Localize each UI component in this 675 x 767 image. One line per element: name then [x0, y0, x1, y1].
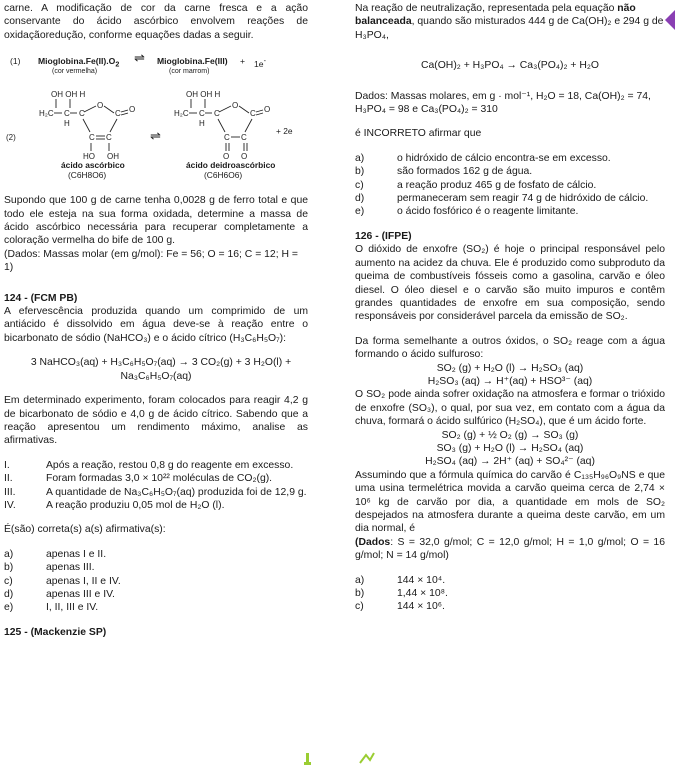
option-item[interactable]: [355, 574, 665, 587]
option-letter: e): [355, 206, 365, 218]
q125-options: [355, 152, 665, 219]
option-text: apenas I e II.: [46, 548, 107, 560]
option-item[interactable]: [355, 179, 665, 192]
svg-text:H₂C: H₂C: [174, 109, 189, 119]
statement-item: [4, 472, 308, 485]
q126-text2: Da forma semelhante a outros óxidos, o SO₂ reage com a água formando o ácido sulfuroso:: [355, 335, 665, 361]
option-letter: b): [355, 588, 365, 600]
leaf-decoration-icon: [300, 751, 380, 765]
option-letter: e): [4, 602, 14, 614]
svg-text:C: C: [250, 109, 256, 119]
option-text: permaneceram sem reagir 74 g de hidróxido de cálcio.: [397, 193, 649, 205]
option-letter: a): [355, 574, 365, 586]
option-item[interactable]: [355, 165, 665, 178]
q125-equation: Ca(OH)₂ + H₃PO₄ → Ca₃(PO₄)₂ + H₂O: [420, 60, 599, 72]
option-item[interactable]: [355, 205, 665, 218]
q124-text2: Em determinado experimento, foram colocados para reagir 4,2 g de bicarbonato de sódio e 4,0 g de ácido cítrico. Sabendo que a reação apresentou um rendimento máximo, analise as afirmativas.: [4, 395, 308, 447]
dehydroascorbic-acid-label: ácido deidroascórbico: [186, 160, 276, 171]
q124-options: [4, 548, 308, 615]
option-text: a reação produz 465 g de fosfato de cálcio.: [397, 179, 597, 191]
q126-data-label: (Dados: [355, 536, 391, 548]
q126-eq-a: SO₂ (g) + H₂O (l) → H₂SO₃ (aq): [436, 362, 584, 374]
q124-prompt: É(são) correta(s) a(s) afirmativa(s):: [4, 524, 166, 536]
svg-text:C: C: [241, 133, 247, 143]
question-text: Supondo que 100 g de carne tenha 0,0028 g de ferro total e que todo ele esteja na sua forma oxidada, determine a massa de ácido ascórbico necessária para recuperar completamente a coloração vermelha do bife de 100 g.: [4, 195, 308, 247]
option-letter: d): [355, 193, 365, 205]
reactant-subscript: 2: [115, 60, 120, 69]
svg-text:H₂C: H₂C: [39, 109, 54, 119]
q126-data-text: : S = 32,0 g/mol; C = 12,0 g/mol; H = 1,0 g/mol; O = 16 g/mol; N = 14 g/mol): [355, 536, 665, 562]
equilibrium-arrow-icon: ⇌: [134, 50, 145, 66]
q124-statements: [4, 459, 308, 513]
q125-text-post: , quando são misturados 444 g de Ca(OH)₂ e 294 g de H₃PO₄,: [355, 16, 664, 41]
svg-text:O: O: [264, 105, 271, 115]
equation-1-number: (1): [10, 56, 21, 67]
q126-eq-e: H₂SO₄ (aq) → 2H⁺ (aq) + SO₄²⁻ (aq): [425, 456, 595, 468]
svg-text:C: C: [106, 133, 112, 143]
statement-item: [4, 486, 308, 499]
electron-sign: -: [263, 57, 266, 66]
q126-eq-d: SO₃ (g) + H₂O (l) → H₂SO₄ (aq): [436, 442, 584, 454]
svg-text:C: C: [79, 109, 85, 119]
option-letter: d): [4, 588, 14, 600]
option-item[interactable]: [4, 575, 308, 588]
reactant-text: Mioglobina.Fe(II).O: [38, 56, 116, 67]
svg-text:C: C: [224, 133, 230, 143]
q126-text1: O dióxido de enxofre (SO₂) é hoje o principal responsável pelo aumento na acidez da chuva. Ele é produzido como subproduto da queima de combustíveis fósseis como a gasolina, carvão e óleo diesel. O óleo diesel e o carvão são muito impuros e contêm grandes quantidades de enxofre em sua composição, sendo responsáveis por considerável parcela da emissão de SO₂.: [355, 244, 665, 323]
left-column: [4, 2, 308, 639]
option-text: apenas III e IV.: [46, 588, 115, 600]
option-text: são formados 162 g de água.: [397, 166, 533, 178]
option-text: apenas I, II e IV.: [46, 575, 121, 587]
svg-text:C: C: [115, 109, 121, 119]
svg-text:O: O: [129, 105, 136, 115]
statement-number: II.: [4, 473, 13, 485]
option-text: o hidróxido de cálcio encontra-se em excesso.: [397, 152, 611, 164]
plus-2e: + 2e: [276, 126, 293, 137]
svg-text:O: O: [241, 152, 248, 162]
option-letter: b): [4, 562, 14, 574]
q125-prompt: é INCORRETO afirmar que: [355, 128, 482, 140]
svg-text:C: C: [89, 133, 95, 143]
equation-1: [4, 50, 308, 82]
svg-text:C: C: [214, 109, 220, 119]
plus-sign: +: [240, 56, 246, 67]
electron-text: 1e: [254, 59, 264, 70]
q124-header: 124 - (FCM PB): [4, 292, 78, 304]
q126-text4: Assumindo que a fórmula química do carvão é C₁₃₅H₉₆O₉NS e que uma usina termelétrica movida a carvão queima cerca de 2,74 × 10⁶ kg de carvão por dia, a quantidade em mols de SO₂ despejados na atmosfera durante a queima deste carvão, em um dia normal, é: [355, 469, 665, 535]
statement-item: [4, 499, 308, 512]
statement-text: Após a reação, restou 0,8 g do reagente em excesso.: [46, 459, 294, 471]
svg-text:O: O: [97, 101, 104, 111]
q125-text-bold: não balanceada: [355, 3, 636, 28]
svg-text:OH OH H: OH OH H: [51, 90, 86, 100]
question-data: (Dados: Massas molar (em g/mol): Fe = 56; O = 16; C = 12; H = 1): [4, 248, 298, 274]
option-letter: a): [4, 548, 14, 560]
svg-text:C: C: [64, 109, 70, 119]
statement-text: A reação produziu 0,05 mol de H₂O (l).: [46, 499, 225, 511]
option-item[interactable]: [4, 588, 308, 601]
q126-eq-b: H₂SO₃ (aq) → H⁺(aq) + HSO³⁻ (aq): [427, 375, 593, 387]
right-column: [355, 2, 665, 614]
option-item[interactable]: [355, 192, 665, 205]
svg-text:O: O: [223, 152, 230, 162]
statement-text: Foram formadas 3,0 × 10²² moléculas de CO₂(g).: [46, 473, 273, 485]
myoglobin-fe3: Mioglobina.Fe(III): [157, 56, 228, 67]
svg-text:⇌: ⇌: [150, 128, 161, 144]
statement-number: IV.: [4, 499, 16, 511]
equation-2-structures: [4, 88, 308, 180]
svg-text:O: O: [232, 101, 239, 111]
reactant-note: (cor vermelha): [52, 68, 98, 76]
intro-text: carne. A modificação de cor da carne fresca e a ação conservante do ácido ascórbico envolvem reações de oxidaçãoredução, conforme equações dadas a seguir.: [4, 3, 308, 41]
option-item[interactable]: [355, 152, 665, 165]
option-text: 1,44 × 10⁸.: [397, 588, 448, 600]
option-item[interactable]: [355, 600, 665, 613]
q125-text: [355, 2, 665, 42]
q126-options: [355, 574, 665, 614]
option-letter: b): [355, 166, 365, 178]
option-text: 144 × 10⁴.: [397, 574, 446, 586]
dehydroascorbic-acid-formula: (C6H6O6): [204, 170, 243, 181]
svg-text:HO: HO: [83, 152, 95, 162]
svg-text:H: H: [64, 119, 70, 129]
svg-text:C: C: [199, 109, 205, 119]
statement-text: A quantidade de Na₃C₆H₅O₇(aq) produzida foi de 12,9 g.: [46, 486, 307, 498]
statement-number: III.: [4, 486, 16, 498]
q126-text3: O SO₂ pode ainda sofrer oxidação na atmosfera e formar o trióxido de enxofre (SO₃), o qual, por sua vez, em contato com a água da chuva, formará o ácido sulfúrico (H₂SO₄), que é um ácido forte.: [355, 389, 665, 428]
svg-text:H: H: [199, 119, 205, 129]
q124-equation-line2: Na₃C₆H₅O₇(aq): [120, 370, 192, 382]
page-corner-tab-icon: [665, 10, 675, 30]
ascorbic-acid-formula: (C6H8O6): [68, 170, 107, 181]
statement-item: [4, 459, 308, 472]
svg-text:(2): (2): [6, 133, 16, 143]
q126-header: 126 - (IFPE): [355, 230, 412, 242]
option-text: I, II, III e IV.: [46, 602, 99, 614]
statement-number: I.: [4, 459, 10, 471]
q126-data: [355, 536, 665, 563]
q125-data: Dados: Massas molares, em g · mol⁻¹, H₂O = 18, Ca(OH)₂ = 74, H₃PO₄ = 98 e Ca₃(PO₄)₂ = 310: [355, 90, 651, 116]
option-text: 144 × 10⁶.: [397, 601, 445, 613]
svg-text:OH: OH: [107, 152, 119, 162]
q125-header: 125 - (Mackenzie SP): [4, 626, 107, 638]
option-text: apenas III.: [46, 562, 95, 574]
option-letter: c): [355, 601, 364, 613]
option-text: o ácido fosfórico é o reagente limitante.: [397, 206, 579, 218]
option-letter: a): [355, 152, 365, 164]
svg-text:OH OH H: OH OH H: [186, 90, 221, 100]
option-letter: c): [355, 179, 364, 191]
product-note: (cor marrom): [169, 68, 210, 76]
option-item[interactable]: [4, 601, 308, 614]
ascorbic-acid-label: ácido ascórbico: [61, 160, 125, 171]
q125-text-pre: Na reação de neutralização, representada pela equação: [355, 3, 618, 14]
q124-text: A efervescência produzida quando um comprimido de um antiácido é dissolvido em água deve-se à reação entre o bicarbonato de sódio (NaHCO₃) e o ácido cítrico (H₃C₆H₅O₇):: [4, 306, 308, 344]
option-letter: c): [4, 575, 13, 587]
option-item[interactable]: [4, 561, 308, 574]
option-item[interactable]: [355, 587, 665, 600]
q124-equation-line1: 3 NaHCO₃(aq) + H₃C₆H₅O₇(aq) → 3 CO₂(g) + 3 H₂O(l) +: [30, 357, 292, 369]
option-item[interactable]: [4, 548, 308, 561]
electron: [254, 56, 266, 69]
q126-eq-c: SO₂ (g) + ½ O₂ (g) → SO₃ (g): [441, 429, 579, 441]
